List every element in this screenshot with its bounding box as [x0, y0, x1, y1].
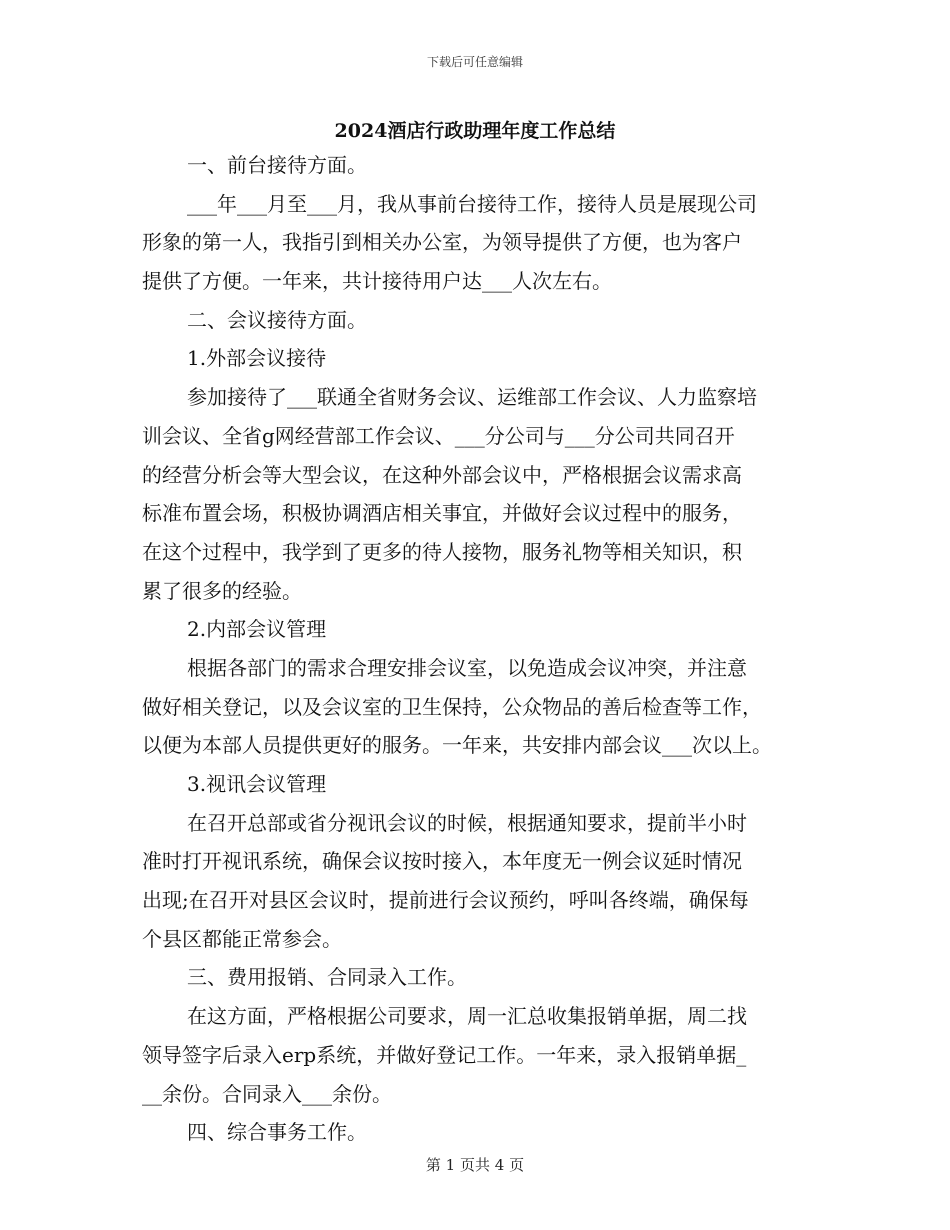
text-line: 根据各部门的需求合理安排会议室，以免造成会议冲突，并注意 [187, 655, 747, 680]
text-line: 在召开总部或省分视讯会议的时候，根据通知要求，提前半小时 [187, 810, 747, 835]
text-line: 二、会议接待方面。 [187, 307, 367, 332]
text-line: 个县区都能正常参会。 [142, 926, 342, 951]
text-line: 在这个过程中，我学到了更多的待人接物，服务礼物等相关知识，积 [142, 539, 742, 564]
page-number: 第 1 页共 4 页 [425, 1156, 525, 1174]
text-line: 参加接待了___联通全省财务会议、运维部工作会议、人力监察培 [187, 385, 757, 410]
text-line: 累了很多的经验。 [142, 578, 302, 603]
text-line: 形象的第一人，我指引到相关办公室，为领导提供了方便，也为客户 [142, 230, 742, 255]
text-line: 三、费用报销、合同录入工作。 [187, 965, 467, 990]
text-line: 标准布置会场，积极协调酒店相关事宜，并做好会议过程中的服务， [142, 501, 742, 526]
text-line: 2.内部会议管理 [187, 617, 327, 642]
text-line: 一、前台接待方面。 [187, 153, 367, 177]
document-body [142, 146, 812, 1152]
header-note: 下载后可任意编辑 [426, 55, 523, 69]
text-line: 提供了方便。一年来，共计接待用户达___人次左右。 [142, 269, 612, 294]
text-line: 1.外部会议接待 [187, 346, 327, 371]
text-line: 出现;在召开对县区会议时，提前进行会议预约，呼叫各终端，确保每 [142, 888, 749, 913]
document-title: 2024酒店行政助理年度工作总结 [334, 120, 616, 142]
text-line: 做好相关登记，以及会议室的卫生保持，公众物品的善后检查等工作， [142, 694, 762, 719]
text-line: ___年___月至___月，我从事前台接待工作，接待人员是展现公司 [187, 191, 757, 216]
text-line: 以便为本部人员提供更好的服务。一年来，共安排内部会议___次以上。 [142, 733, 772, 758]
text-line: 准时打开视讯系统，确保会议按时接入，本年度无一例会议延时情况 [142, 849, 742, 874]
text-line: __余份。合同录入___余份。 [142, 1081, 392, 1106]
text-line: 的经营分析会等大型会议，在这种外部会议中，严格根据会议需求高 [142, 462, 742, 487]
text-line: 领导签字后录入erp系统，并做好登记工作。一年来，录入报销单据_ [142, 1042, 747, 1067]
text-line: 训会议、全省g网经营部工作会议、___分公司与___分公司共同召开 [142, 423, 735, 448]
text-line: 3.视讯会议管理 [187, 772, 327, 796]
text-line: 四、综合事务工作。 [187, 1120, 367, 1145]
text-line: 在这方面，严格根据公司要求，周一汇总收集报销单据，周二找 [187, 1004, 747, 1029]
